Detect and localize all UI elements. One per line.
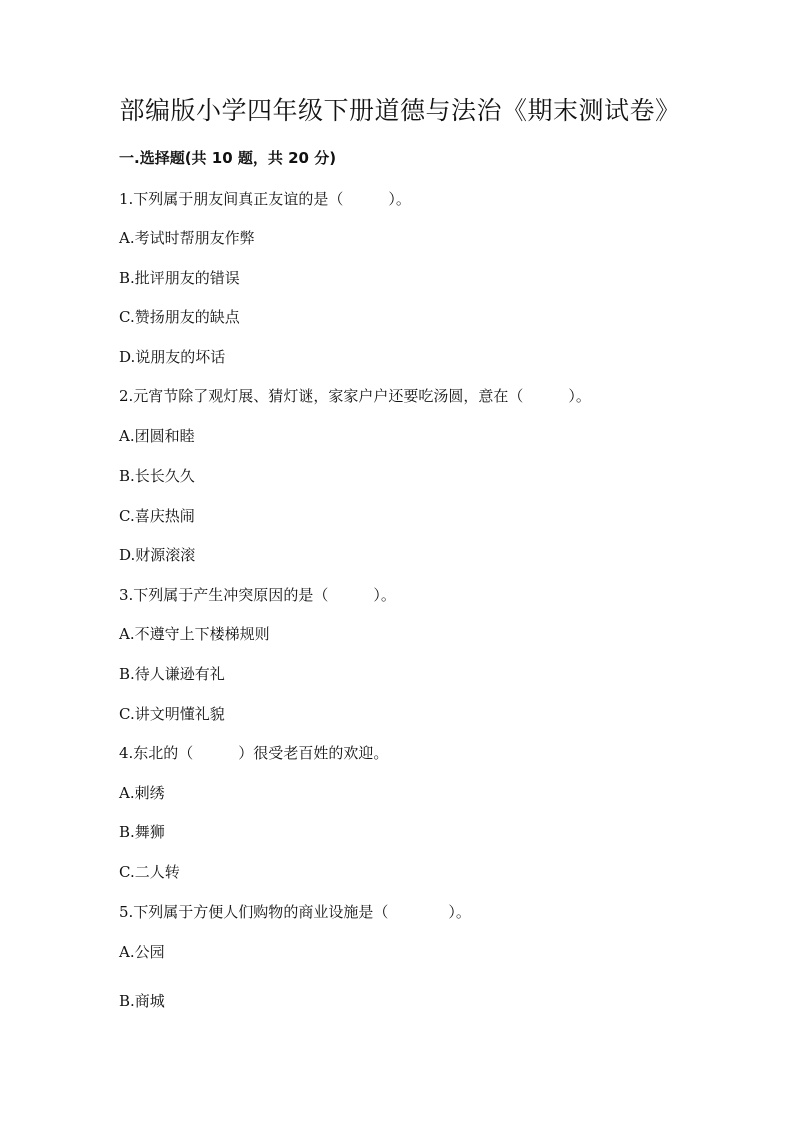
question-stem: 1.下列属于朋友间真正友谊的是（ ）。: [119, 190, 411, 208]
answer-option[interactable]: B.舞狮: [119, 823, 165, 841]
answer-option[interactable]: A.团圆和睦: [119, 427, 195, 445]
answer-option[interactable]: B.批评朋友的错误: [119, 269, 240, 287]
answer-option[interactable]: C.二人转: [119, 863, 180, 881]
answer-option[interactable]: A.刺绣: [119, 784, 165, 802]
answer-option[interactable]: D.财源滚滚: [119, 546, 196, 564]
question-stem: 5.下列属于方便人们购物的商业设施是（ ）。: [119, 903, 471, 921]
answer-option[interactable]: C.喜庆热闹: [119, 507, 195, 525]
section-heading: 一.选择题(共 10 题，共 20 分): [119, 149, 337, 167]
page-title: 部编版小学四年级下册道德与法治《期末测试卷》: [119, 96, 681, 125]
answer-option[interactable]: C.讲文明懂礼貌: [119, 705, 225, 723]
answer-option[interactable]: D.说朋友的坏话: [119, 348, 226, 366]
answer-option[interactable]: B.商城: [119, 992, 165, 1010]
question-stem: 2.元宵节除了观灯展、猜灯谜，家家户户还要吃汤圆，意在（ ）。: [119, 387, 591, 405]
question-stem: 3.下列属于产生冲突原因的是（ ）。: [119, 586, 396, 604]
answer-option[interactable]: A.不遵守上下楼梯规则: [119, 625, 270, 643]
question-stem: 4.东北的（ ）很受老百姓的欢迎。: [119, 744, 389, 762]
answer-option[interactable]: B.长长久久: [119, 467, 195, 485]
answer-option[interactable]: A.公园: [119, 943, 165, 961]
answer-option[interactable]: A.考试时帮朋友作弊: [119, 229, 255, 247]
answer-option[interactable]: C.赞扬朋友的缺点: [119, 308, 240, 326]
answer-option[interactable]: B.待人谦逊有礼: [119, 665, 225, 683]
